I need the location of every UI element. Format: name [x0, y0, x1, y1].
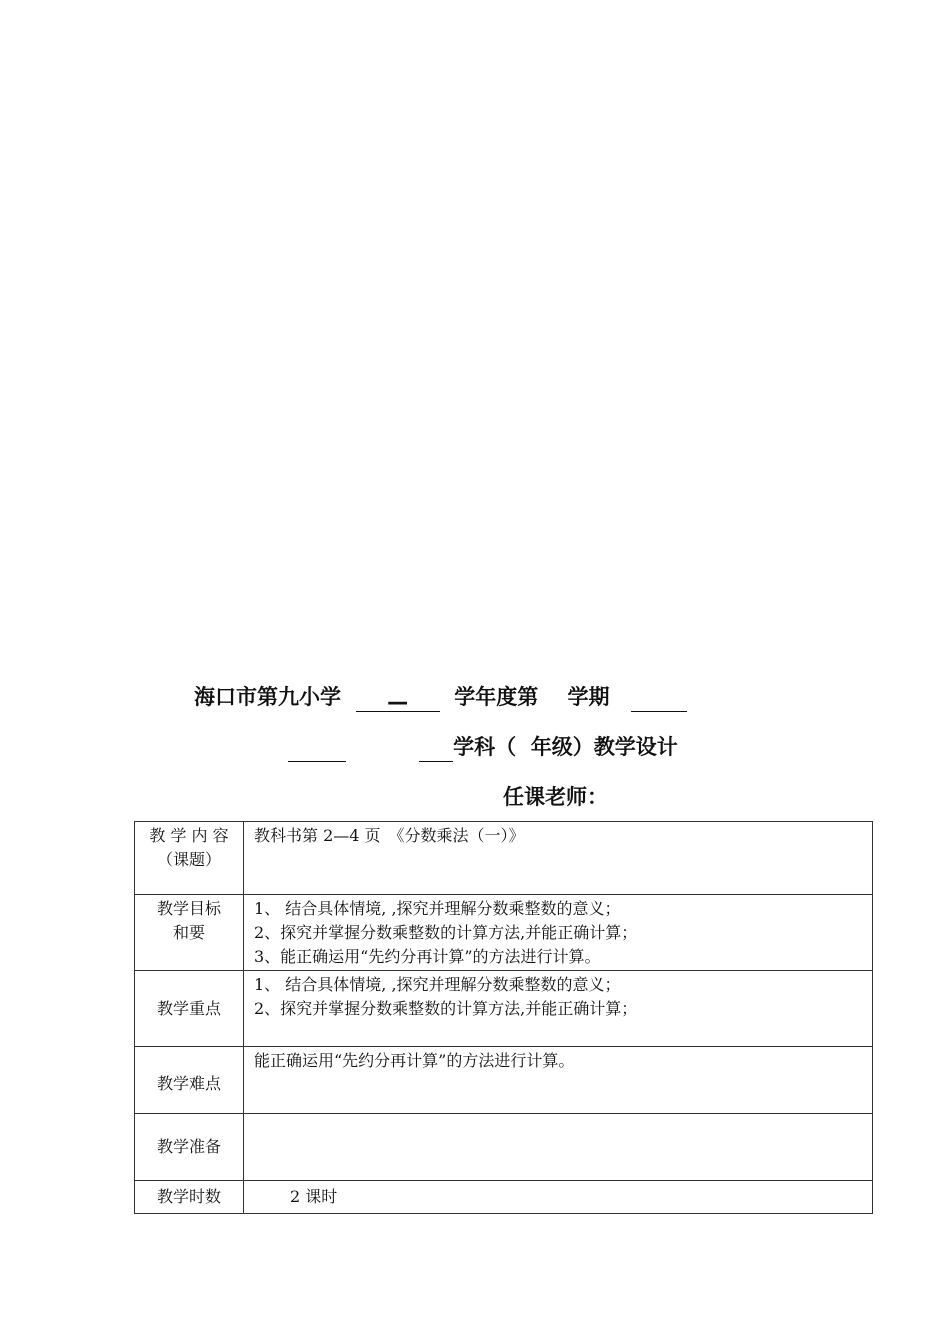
semester-label: 学期 [567, 685, 610, 709]
subject-blank [419, 737, 453, 762]
content-line: 2、探究并掌握分数乘整数的计算方法,并能正确计算； [254, 999, 638, 1018]
table-row [135, 971, 873, 1047]
subject-label: 学科（ [453, 735, 517, 759]
subject-prefix-blank [288, 737, 346, 762]
table-row [135, 822, 873, 895]
year-dash: — [387, 690, 409, 714]
row-label-line: 教学难点 [156, 1074, 221, 1093]
grade-label: 年级）教学设计 [530, 735, 678, 759]
row-label-line: 和要 [172, 923, 205, 942]
name-blank [631, 687, 687, 712]
document-title-line-1 [194, 682, 687, 712]
row-label-key-points [135, 971, 244, 1047]
table-row [135, 1047, 873, 1114]
document-title-line-2 [288, 732, 678, 762]
row-content-difficulties [244, 1047, 873, 1114]
content-line: 1、 结合具体情境, ,探究并理解分数乘整数的意义； [254, 899, 621, 918]
row-label-line: 教学目标 [156, 899, 221, 918]
table-row [135, 1181, 873, 1214]
content-line: 1、 结合具体情境, ,探究并理解分数乘整数的意义； [254, 975, 621, 994]
table-row [135, 895, 873, 971]
row-label-difficulties [135, 1047, 244, 1114]
row-content-hours [244, 1181, 873, 1214]
row-label-topic [135, 822, 244, 895]
lesson-plan-table [134, 821, 873, 1214]
row-label-preparation [135, 1114, 244, 1181]
row-content-objectives [244, 895, 873, 971]
year-label: 学年度第 [454, 685, 539, 709]
row-label-line: 教学时数 [156, 1187, 221, 1206]
content-line: 2、探究并掌握分数乘整数的计算方法,并能正确计算； [254, 923, 638, 942]
content-line: 3、能正确运用“先约分再计算”的方法进行计算。 [254, 947, 601, 966]
content-line: 教科书第 2—4 页 《分数乘法（一）》 [254, 826, 525, 845]
teacher-label: 任课老师： [503, 785, 608, 809]
year-range-blank [356, 687, 440, 712]
content-line: 2 课时 [290, 1187, 338, 1206]
row-label-line: 教学准备 [156, 1137, 221, 1156]
school-name: 海口市第九小学 [194, 685, 341, 709]
table-row [135, 1114, 873, 1181]
content-line: 能正确运用“先约分再计算”的方法进行计算。 [254, 1051, 575, 1070]
row-content-topic [244, 822, 873, 895]
row-label-hours [135, 1181, 244, 1214]
row-label-line: （课题） [156, 850, 221, 869]
row-label-objectives [135, 895, 244, 971]
row-label-line: 教 学 内 容 [149, 826, 229, 845]
row-label-line: 教学重点 [156, 998, 221, 1018]
row-content-preparation [244, 1114, 873, 1181]
row-content-key-points [244, 971, 873, 1047]
